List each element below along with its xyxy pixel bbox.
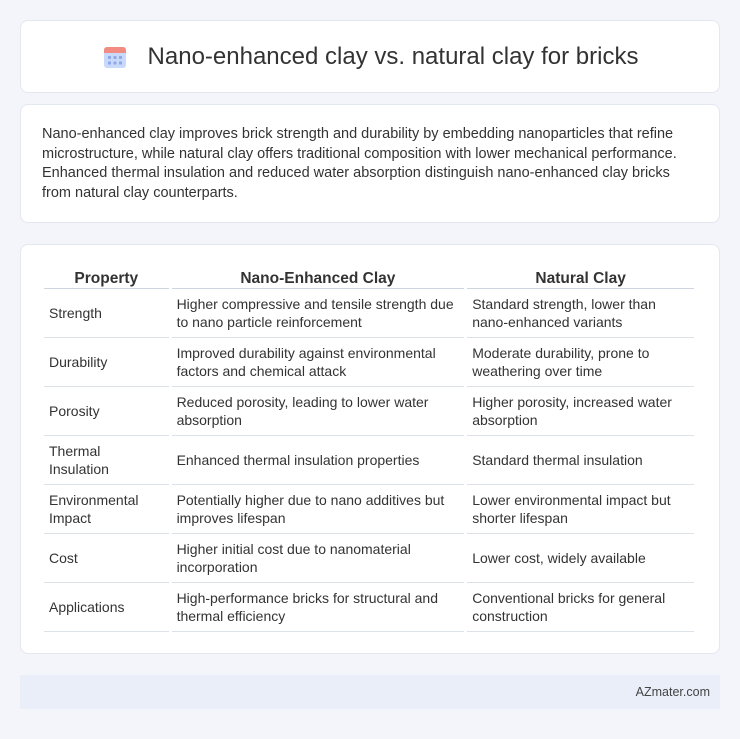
property-cell: Strength <box>44 289 169 338</box>
header-nano-enhanced-clay: Nano-Enhanced Clay <box>172 265 465 289</box>
property-cell: Porosity <box>44 387 169 436</box>
table-row <box>44 485 694 534</box>
nano-cell: Enhanced thermal insulation properties <box>172 436 465 485</box>
nano-cell: Reduced porosity, leading to lower water absorption <box>172 387 465 436</box>
natural-cell: Lower cost, widely available <box>467 534 694 583</box>
property-cell: Environmental Impact <box>44 485 169 534</box>
property-cell: Durability <box>44 338 169 387</box>
nano-cell: Higher compressive and tensile strength due to nano particle reinforcement <box>172 289 465 338</box>
nano-cell: Improved durability against environmental factors and chemical attack <box>172 338 465 387</box>
nano-cell: Higher initial cost due to nanomaterial incorporation <box>172 534 465 583</box>
table-header-row <box>44 265 694 289</box>
table-row <box>44 583 694 632</box>
natural-cell: Standard strength, lower than nano-enhanced variants <box>467 289 694 338</box>
comparison-table <box>41 265 697 632</box>
header-property: Property <box>44 265 169 289</box>
natural-cell: Moderate durability, prone to weathering over time <box>467 338 694 387</box>
title-card <box>20 20 720 93</box>
header-natural-clay: Natural Clay <box>467 265 694 289</box>
page-title: Nano-enhanced clay vs. natural clay for bricks <box>147 42 639 70</box>
table-row <box>44 436 694 485</box>
footer-bar <box>20 675 720 709</box>
table-card <box>20 244 720 654</box>
summary-text: Nano-enhanced clay improves brick strength and durability by embedding nanoparticles that refine microstructure, while natural clay offers traditional composition with lower mechanical performance. Enhanced thermal insulation and reduced water absorption distinguish nano-enhanced clay bricks from natural clay counterparts. <box>42 126 677 201</box>
calendar-icon <box>102 44 128 70</box>
nano-cell: Potentially higher due to nano additives but improves lifespan <box>172 485 465 534</box>
nano-cell: High-performance bricks for structural and thermal efficiency <box>172 583 465 632</box>
summary-card <box>20 104 720 223</box>
property-cell: Thermal Insulation <box>44 436 169 485</box>
natural-cell: Standard thermal insulation <box>467 436 694 485</box>
table-row <box>44 289 694 338</box>
table-row <box>44 534 694 583</box>
property-cell: Cost <box>44 534 169 583</box>
table-row <box>44 387 694 436</box>
natural-cell: Higher porosity, increased water absorption <box>467 387 694 436</box>
table-row <box>44 338 694 387</box>
footer-brand: AZmater.com <box>635 685 710 699</box>
natural-cell: Lower environmental impact but shorter lifespan <box>467 485 694 534</box>
property-cell: Applications <box>44 583 169 632</box>
natural-cell: Conventional bricks for general construction <box>467 583 694 632</box>
